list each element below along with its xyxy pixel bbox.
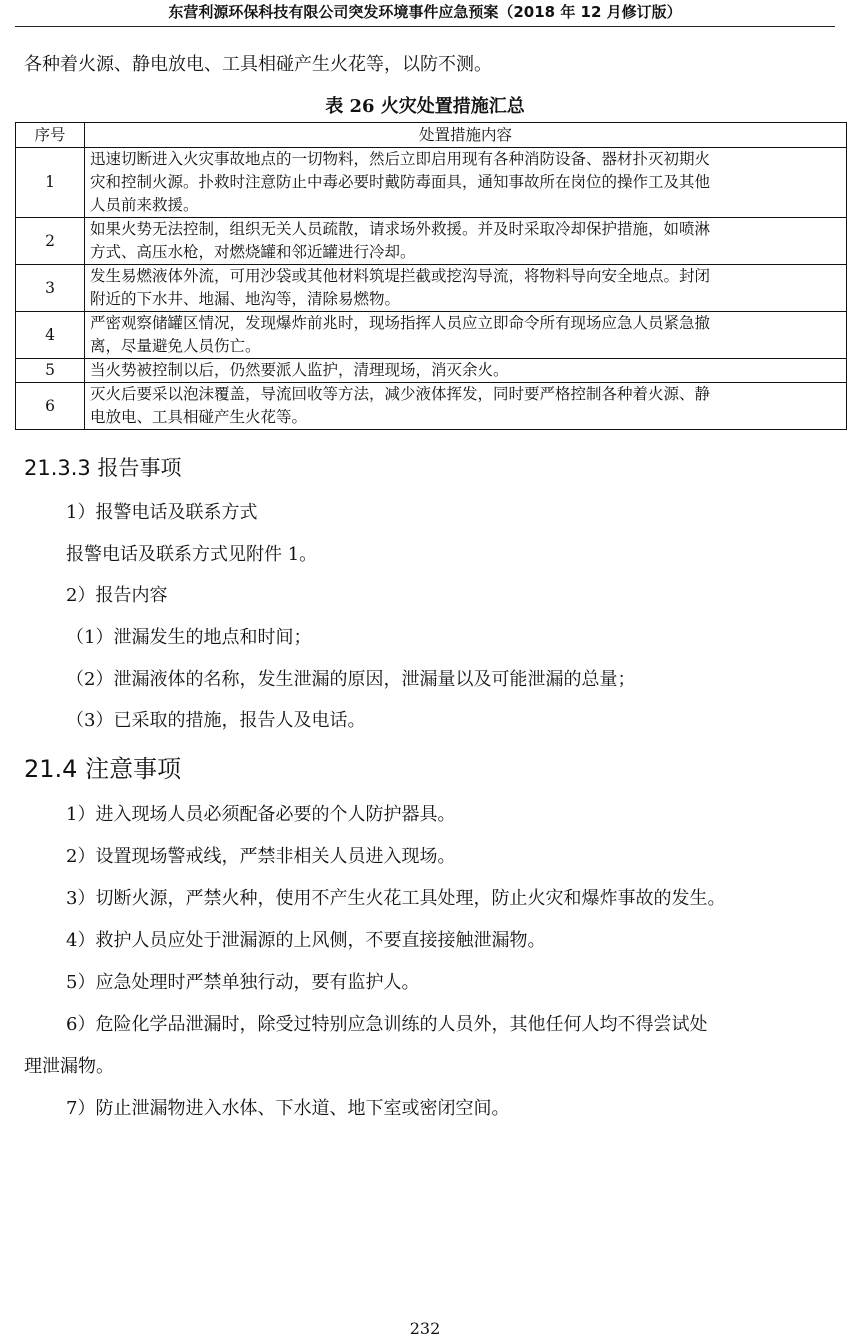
row-content-line: 人员前来救援。	[90, 196, 199, 214]
row-index: 6	[16, 383, 85, 430]
report-item: 2）报告内容	[66, 585, 168, 606]
row-index: 5	[16, 359, 85, 383]
intro-line: 各种着火源、静电放电、工具相碰产生火花等，以防不测。	[24, 54, 492, 75]
row-content	[85, 218, 847, 265]
notice-item: 1）进入现场人员必须配备必要的个人防护器具。	[66, 804, 456, 825]
table-header-row	[16, 123, 847, 148]
table-row	[16, 312, 847, 359]
row-content-line: 灭火后要采以泡沫覆盖，导流回收等方法，减少液体挥发，同时要严格控制各种着火源、静	[90, 385, 711, 403]
report-item: （3）已采取的措施，报告人及电话。	[66, 710, 366, 731]
notice-item: 3）切断火源，严禁火种，使用不产生火花工具处理，防止火灾和爆炸事故的发生。	[66, 888, 726, 909]
row-index: 1	[16, 148, 85, 218]
report-item: 1）报警电话及联系方式	[66, 502, 258, 523]
row-content	[85, 383, 847, 430]
row-content-line: 离，尽量避免人员伤亡。	[90, 337, 261, 355]
row-content-line: 附近的下水井、地漏、地沟等，清除易燃物。	[90, 290, 401, 308]
row-content-line: 方式、高压水枪，对燃烧罐和邻近罐进行冷却。	[90, 243, 416, 261]
notice-item: 4）救护人员应处于泄漏源的上风侧，不要直接接触泄漏物。	[66, 930, 546, 951]
row-index: 4	[16, 312, 85, 359]
notice-item: 5）应急处理时严禁单独行动，要有监护人。	[66, 972, 420, 993]
row-content	[85, 312, 847, 359]
section-heading-2133: 21.3.3 报告事项	[24, 456, 182, 480]
table-row	[16, 148, 847, 218]
document-header: 东营利源环保科技有限公司突发环境事件应急预案（2018 年 12 月修订版）	[15, 0, 835, 27]
row-content-line: 严密观察储罐区情况，发现爆炸前兆时，现场指挥人员应立即命令所有现场应急人员紧急撤	[90, 314, 711, 332]
row-content	[85, 359, 847, 383]
row-content-line: 如果火势无法控制，组织无关人员疏散，请求场外救援。并及时采取冷却保护措施，如喷淋	[90, 220, 711, 238]
report-item: （1）泄漏发生的地点和时间；	[66, 627, 312, 648]
notice-item-continuation: 理泄漏物。	[24, 1056, 114, 1077]
table-row	[16, 359, 847, 383]
table-title: 表 26 火灾处置措施汇总	[325, 96, 525, 117]
notice-item: 2）设置现场警戒线，严禁非相关人员进入现场。	[66, 846, 456, 867]
report-item: （2）泄漏液体的名称，发生泄漏的原因，泄漏量以及可能泄漏的总量；	[66, 669, 636, 690]
row-content	[85, 148, 847, 218]
page-number: 232	[409, 1319, 441, 1338]
notice-item: 6）危险化学品泄漏时，除受过特别应急训练的人员外，其他任何人均不得尝试处	[66, 1014, 708, 1035]
row-content-line: 迅速切断进入火灾事故地点的一切物料，然后立即启用现有各种消防设备、器材扑灭初期火	[90, 150, 711, 168]
table-row	[16, 383, 847, 430]
row-content-line: 电放电、工具相碰产生火花等。	[90, 408, 308, 426]
row-content-line: 发生易燃液体外流，可用沙袋或其他材料筑堤拦截或挖沟导流，将物料导向安全地点。封闭	[90, 267, 711, 285]
notice-item: 7）防止泄漏物进入水体、下水道、地下室或密闭空间。	[66, 1098, 510, 1119]
column-header-content: 处置措施内容	[85, 123, 847, 148]
fire-measures-table	[15, 122, 847, 430]
row-index: 3	[16, 265, 85, 312]
row-content-line: 当火势被控制以后，仍然要派人监护，清理现场，消灭余火。	[90, 361, 509, 379]
row-index: 2	[16, 218, 85, 265]
section-heading-214: 21.4 注意事项	[24, 755, 182, 783]
column-header-index: 序号	[16, 123, 85, 148]
table-row	[16, 265, 847, 312]
row-content-line: 灾和控制火源。扑救时注意防止中毒必要时戴防毒面具，通知事故所在岗位的操作工及其他	[90, 173, 711, 191]
table-row	[16, 218, 847, 265]
row-content	[85, 265, 847, 312]
report-item: 报警电话及联系方式见附件 1。	[66, 544, 318, 565]
